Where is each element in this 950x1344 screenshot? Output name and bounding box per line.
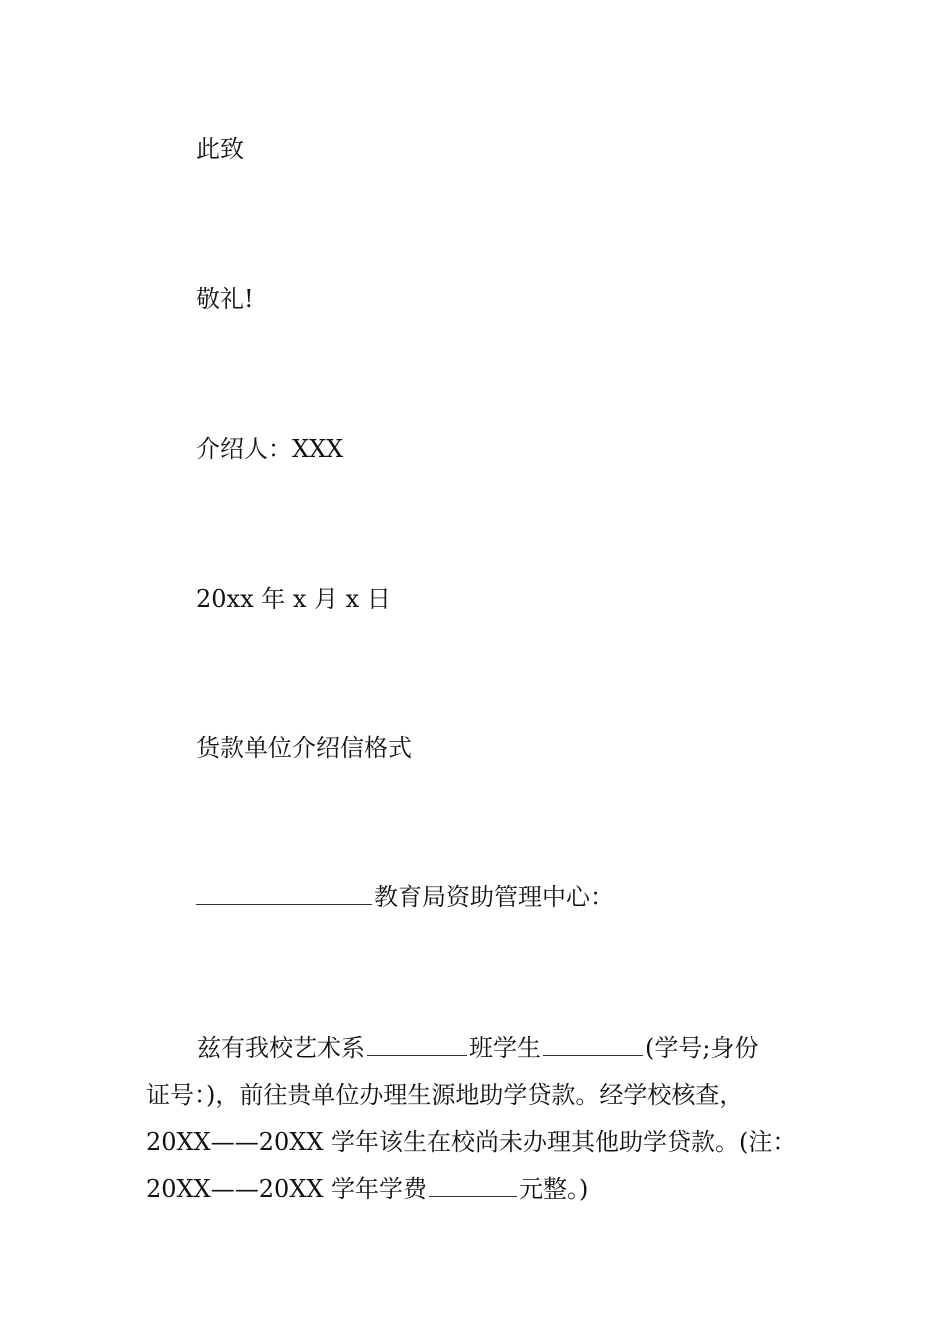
addressee-blank — [196, 882, 372, 905]
body-line-1-part-c: (学号;身份 — [645, 1034, 759, 1062]
body-line-4-part-b: 元整。) — [519, 1175, 589, 1203]
body-line-2: 证号：)，前往贵单位办理生源地助学贷款。经学校核查， — [146, 1081, 744, 1109]
closing-greeting: 此致 — [196, 135, 244, 163]
body-line-1-part-b: 班学生 — [469, 1034, 541, 1062]
body-paragraph — [146, 1025, 836, 1213]
addressee-suffix: 教育局资助管理中心： — [374, 883, 614, 911]
class-blank — [367, 1033, 467, 1056]
closing-salute: 敬礼! — [196, 285, 254, 313]
fee-blank — [429, 1174, 517, 1197]
introducer-line: 介绍人：XXX — [196, 435, 344, 463]
body-line-4 — [146, 1166, 836, 1213]
body-line-1 — [146, 1025, 836, 1072]
body-line-1-part-a: 兹有我校艺术系 — [197, 1034, 365, 1062]
body-line-3: 20XX——20XX 学年该生在校尚未办理其他助学贷款。(注： — [146, 1128, 797, 1156]
date-line: 20xx 年 x 月 x 日 — [196, 585, 391, 613]
student-blank — [543, 1033, 643, 1056]
body-line-4-part-a: 20XX——20XX 学年学费 — [146, 1175, 428, 1203]
section-heading: 货款单位介绍信格式 — [196, 734, 412, 762]
addressee-line — [196, 882, 614, 912]
